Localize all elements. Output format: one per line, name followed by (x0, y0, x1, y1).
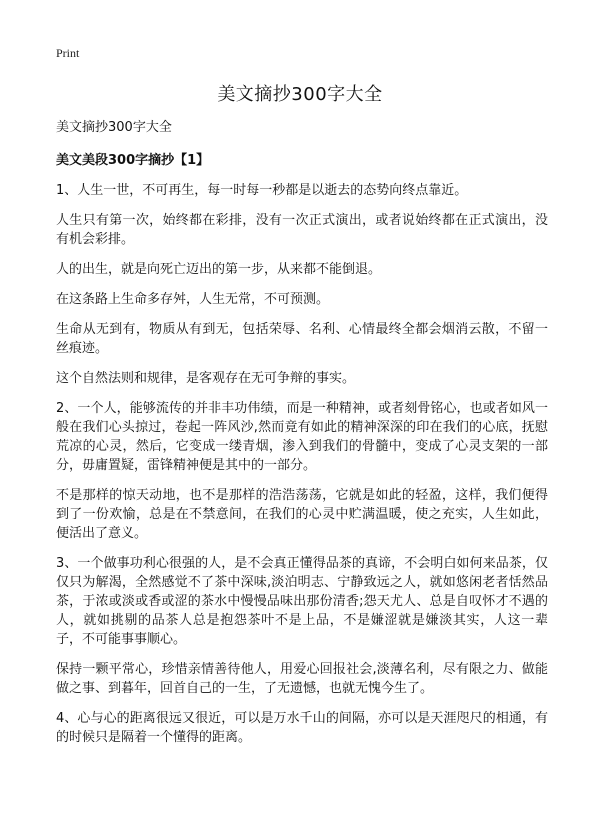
paragraph-2: 人生只有第一次，始终都在彩排，没有一次正式演出，或者说始终都在正式演出，没有机会彩排。 (56, 213, 548, 247)
print-link[interactable]: Print (56, 46, 80, 60)
page-title: 美文摘抄300字大全 (217, 84, 383, 105)
paragraph-11: 4、心与心的距离很远又很近，可以是万水千山的间隔，亦可以是天涯咫尺的相通，有的时候只是隔着一个懂得的距离。 (56, 711, 548, 745)
paragraph-1: 1、人生一世，不可再生，每一时每一秒都是以逝去的态势向终点靠近。 (56, 183, 468, 198)
paragraph-4: 在这条路上生命多存舛，人生无常，不可预测。 (56, 292, 330, 307)
paragraph-7: 2、一个人，能够流传的并非丰功伟绩，而是一种精神，或者刻骨铭心，也或者如风一般在我们心头掠过，卷起一阵风沙,然而竟有如此的精神深深的印在我们的心底，抚慰荒凉的心灵，然后，它变成一缕青烟，渗入到我们的骨髓中，变成了心灵支架的一部分，毋庸置疑，雷锋精神便是其中的一部分。 (56, 401, 548, 473)
paragraph-8: 不是那样的惊天动地，也不是那样的浩浩荡荡，它就是如此的轻盈，这样，我们便得到了一份欢愉，总是在不禁意间，在我们的心灵中贮满温暖，使之充实，人生如此，便活出了意义。 (56, 488, 548, 541)
paragraph-3: 人的出生，就是向死亡迈出的第一步，从来都不能倒退。 (56, 262, 382, 277)
paragraph-9: 3、一个做事功利心很强的人，是不会真正懂得品茶的真谛，不会明白如何来品茶，仅仅只为解渴，全然感觉不了茶中深味,淡泊明志、宁静致远之人，就如悠闲老者恬然品茶，于浓或淡或香或涩的茶水中慢慢品味出那份清香;怨天尤人、总是自叹怀才不遇的人，就如挑剔的品茶人总是抱怨茶叶不是上品，不是嫌涩就是嫌淡其实，人这一辈子，不可能事事顺心。 (56, 556, 548, 647)
article-subtitle: 美文摘抄300字大全 (56, 120, 172, 135)
section-heading: 美文美段300字摘抄【1】 (56, 153, 210, 168)
paragraph-10: 保持一颗平常心，珍惜亲情善待他人，用爱心回报社会,淡薄名利，尽有限之力、做能做之事、到暮年，回首自己的一生，了无遗憾，也就无愧今生了。 (56, 662, 548, 696)
article-body (56, 118, 548, 758)
paragraph-5: 生命从无到有，物质从有到无，包括荣辱、名利、心情最终全都会烟消云散，不留一丝痕迹。 (56, 322, 548, 356)
paragraph-6: 这个自然法则和规律，是客观存在无可争辩的事实。 (56, 371, 356, 386)
